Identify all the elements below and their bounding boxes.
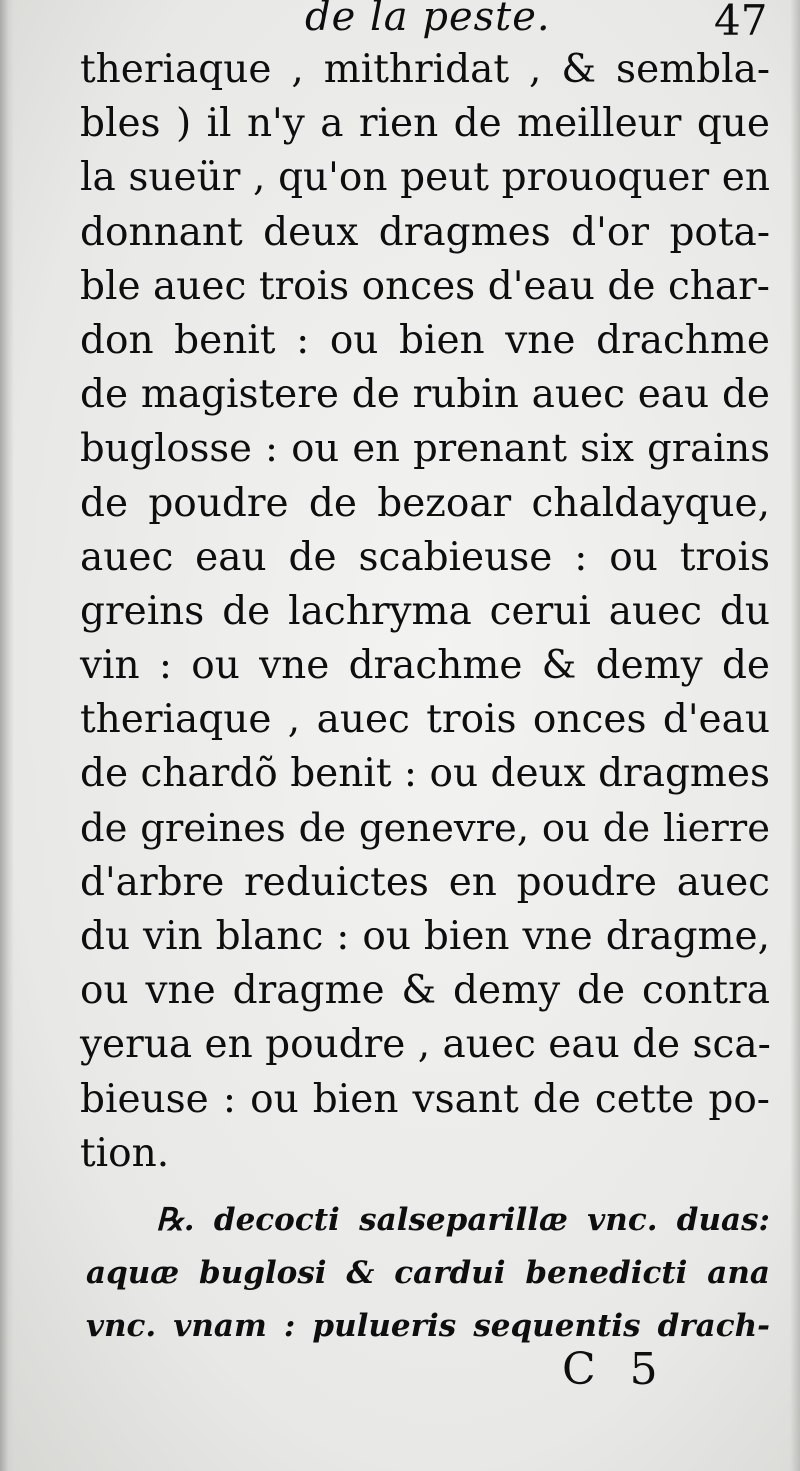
text-line: yerua en poudre , auec eau de sca-: [80, 1022, 771, 1068]
text-line: theriaque , mithridat , & sembla-: [80, 47, 770, 92]
recipe-block: [86, 1194, 770, 1353]
text-line: greins de lachryma cerui auec du: [80, 588, 770, 634]
text-line: tion.: [80, 1130, 170, 1176]
text-line: auec eau de scabieuse : ou trois: [80, 534, 770, 580]
text-line: de chardõ benit : ou deux dragmes: [80, 751, 770, 797]
text-line: de poudre de bezoar chaldayque,: [80, 480, 770, 526]
text-line: ou vne dragme & demy de contra: [80, 968, 770, 1014]
page-gutter-shadow: [0, 0, 14, 1471]
text-line: buglosse : ou en prenant six grains: [80, 426, 770, 472]
page-edge-shadow: [790, 0, 800, 1471]
text-line: ble auec trois onces d'eau de char-: [80, 263, 770, 309]
text-line: vin : ou vne drachme & demy de: [80, 643, 770, 689]
text-line: du vin blanc : ou bien vne dragme,: [80, 914, 770, 959]
text-line: bieuse : ou bien vsant de cette po-: [80, 1076, 770, 1122]
body-text: [80, 43, 770, 1181]
text-line: bles ) il n'y a rien de meilleur que: [80, 101, 770, 147]
running-title: de la peste.: [305, 0, 551, 40]
recipe-line: vnc. vnam : pulueris sequentis drach-: [86, 1308, 770, 1344]
text-line: don benit : ou bien vne drachme: [80, 317, 770, 363]
text-line: d'arbre reduictes en poudre auec: [80, 859, 770, 905]
signature-mark: C 5: [562, 1344, 668, 1395]
page-number: 47: [714, 0, 768, 45]
text-line: theriaque , auec trois onces d'eau: [80, 697, 770, 743]
text-line: de greines de genevre, ou de lierre: [80, 805, 770, 851]
text-line: de magistere de rubin auec eau de: [80, 372, 770, 418]
recipe-line: ℞. decocti salseparillæ vnc. duas:: [156, 1202, 770, 1238]
text-line: donnant deux dragmes d'or pota-: [80, 209, 770, 255]
text-line: la sueür , qu'on peut prouoquer en: [80, 155, 770, 201]
recipe-line: aquæ buglosi & cardui benedicti ana: [86, 1255, 770, 1291]
